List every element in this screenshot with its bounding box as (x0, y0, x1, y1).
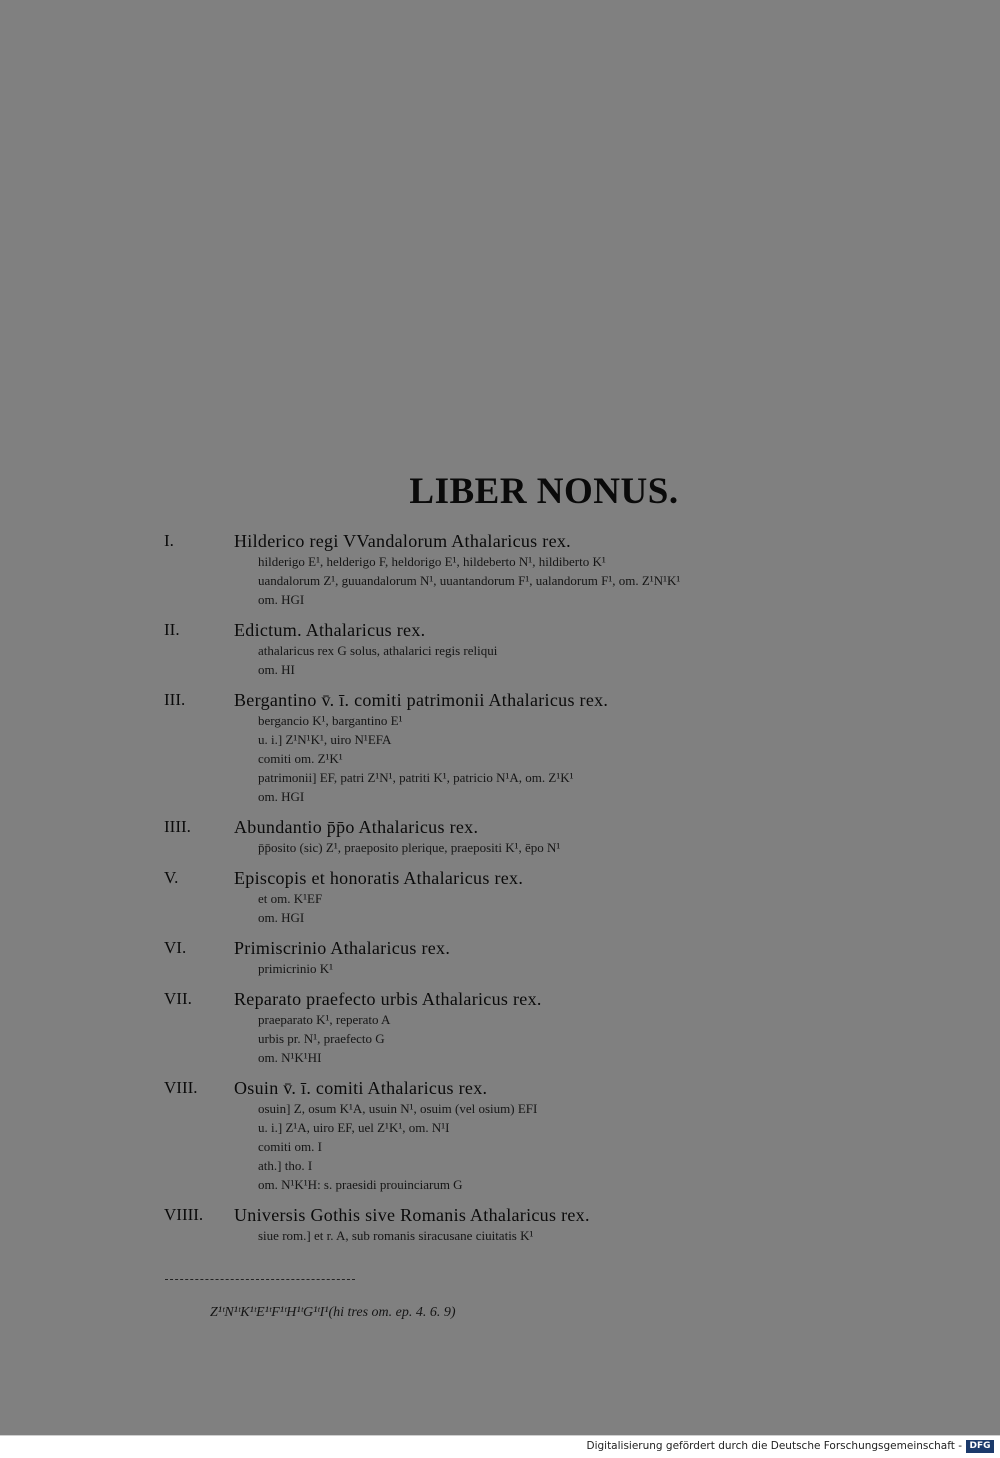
apparatus-line: primicrinio K¹ (258, 961, 334, 976)
apparatus-line: u. i.] Z¹A, uiro EF, uel Z¹K¹, om. N¹I (258, 1120, 450, 1135)
apparatus-line: om. HGI (258, 789, 305, 804)
letter-numeral: VII. (164, 989, 192, 1008)
book-title: LIBER NONUS. (409, 471, 679, 512)
letter-list (0, 530, 1000, 1255)
letter-heading: Hilderico regi VVandalorum Athalaricus rex. (234, 531, 571, 551)
letter-entry-6 (0, 937, 1000, 978)
apparatus-line: urbis pr. N¹, praefecto G (258, 1031, 385, 1046)
apparatus-line: ath.] tho. I (258, 1158, 313, 1173)
letter-heading: Osuin v̄. ī. comiti Athalaricus rex. (234, 1078, 488, 1098)
apparatus-line: om. N¹K¹HI (258, 1050, 322, 1065)
letter-numeral: V. (164, 868, 179, 887)
credit-text: Digitalisierung gefördert durch die Deutsche Forschungsgemeinschaft - (586, 1440, 962, 1452)
letter-numeral: VIIII. (164, 1205, 204, 1224)
apparatus-line: om. HGI (258, 910, 305, 925)
letter-heading: Primiscrinio Athalaricus rex. (234, 938, 451, 958)
apparatus-line: om. HI (258, 662, 295, 677)
letter-entry-8 (0, 1077, 1000, 1194)
apparatus-line: comiti om. Z¹K¹ (258, 751, 343, 766)
apparatus-line: praeparato K¹, reperato A (258, 1012, 391, 1027)
letter-heading: Abundantio p̄p̄o Athalaricus rex. (234, 817, 479, 837)
dfg-logo-icon: DFG (966, 1440, 994, 1453)
letter-entry-5 (0, 867, 1000, 927)
letter-numeral: VIII. (164, 1078, 198, 1097)
apparatus-line: comiti om. I (258, 1139, 322, 1154)
letter-numeral: IIII. (164, 817, 191, 836)
letter-entry-4 (0, 816, 1000, 857)
apparatus-line: et om. K¹EF (258, 891, 323, 906)
letter-heading: Universis Gothis sive Romanis Athalaricus rex. (234, 1205, 590, 1225)
apparatus-line: siue rom.] et r. A, sub romanis siracusane ciuitatis K¹ (258, 1228, 534, 1243)
letter-heading: Reparato praefecto urbis Athalaricus rex. (234, 989, 542, 1009)
apparatus-line: patrimonii] EF, patri Z¹N¹, patriti K¹, patricio N¹A, om. Z¹K¹ (258, 770, 574, 785)
apparatus-line: om. HGI (258, 592, 305, 607)
apparatus-line: bergancio K¹, bargantino E¹ (258, 713, 403, 728)
apparatus-line: osuin] Z, osum K¹A, usuin N¹, osuim (vel osium) EFI (258, 1101, 538, 1116)
apparatus-line: u. i.] Z¹N¹K¹, uiro N¹EFA (258, 732, 392, 747)
letter-numeral: VI. (164, 938, 187, 957)
letter-heading: Bergantino v̄. ī. comiti patrimonii Athalaricus rex. (234, 690, 609, 710)
apparatus-line: om. N¹K¹H: s. praesidi prouinciarum G (258, 1177, 463, 1192)
letter-numeral: III. (164, 690, 186, 709)
apparatus-line: uandalorum Z¹, guuandalorum N¹, uuantandorum F¹, ualandorum F¹, om. Z¹N¹K¹ (258, 573, 681, 588)
letter-entry-3 (0, 689, 1000, 806)
digitization-credit-bar (0, 1435, 1000, 1458)
footnote-divider (165, 1279, 355, 1280)
letter-heading: Edictum. Athalaricus rex. (234, 620, 426, 640)
letter-entry-9 (0, 1204, 1000, 1245)
letter-entry-1 (0, 530, 1000, 609)
letter-entry-7 (0, 988, 1000, 1067)
letter-heading: Episcopis et honoratis Athalaricus rex. (234, 868, 524, 888)
apparatus-line: hilderigo E¹, helderigo F, heldorigo E¹, hildeberto N¹, hildiberto K¹ (258, 554, 606, 569)
letter-numeral: I. (164, 531, 174, 550)
letter-numeral: II. (164, 620, 180, 639)
letter-entry-2 (0, 619, 1000, 679)
footnote: Z¹ᵗN¹ᵗK¹ᵗE¹ᵗF¹ᵗH¹ᵗG¹ᵗI¹(hi tres om. ep. 4. 6. 9) (210, 1305, 456, 1320)
apparatus-line: p̄p̄osito (sic) Z¹, praeposito plerique, praepositi K¹, ēpo N¹ (258, 840, 561, 855)
apparatus-line: athalaricus rex G solus, athalarici regis reliqui (258, 643, 498, 658)
